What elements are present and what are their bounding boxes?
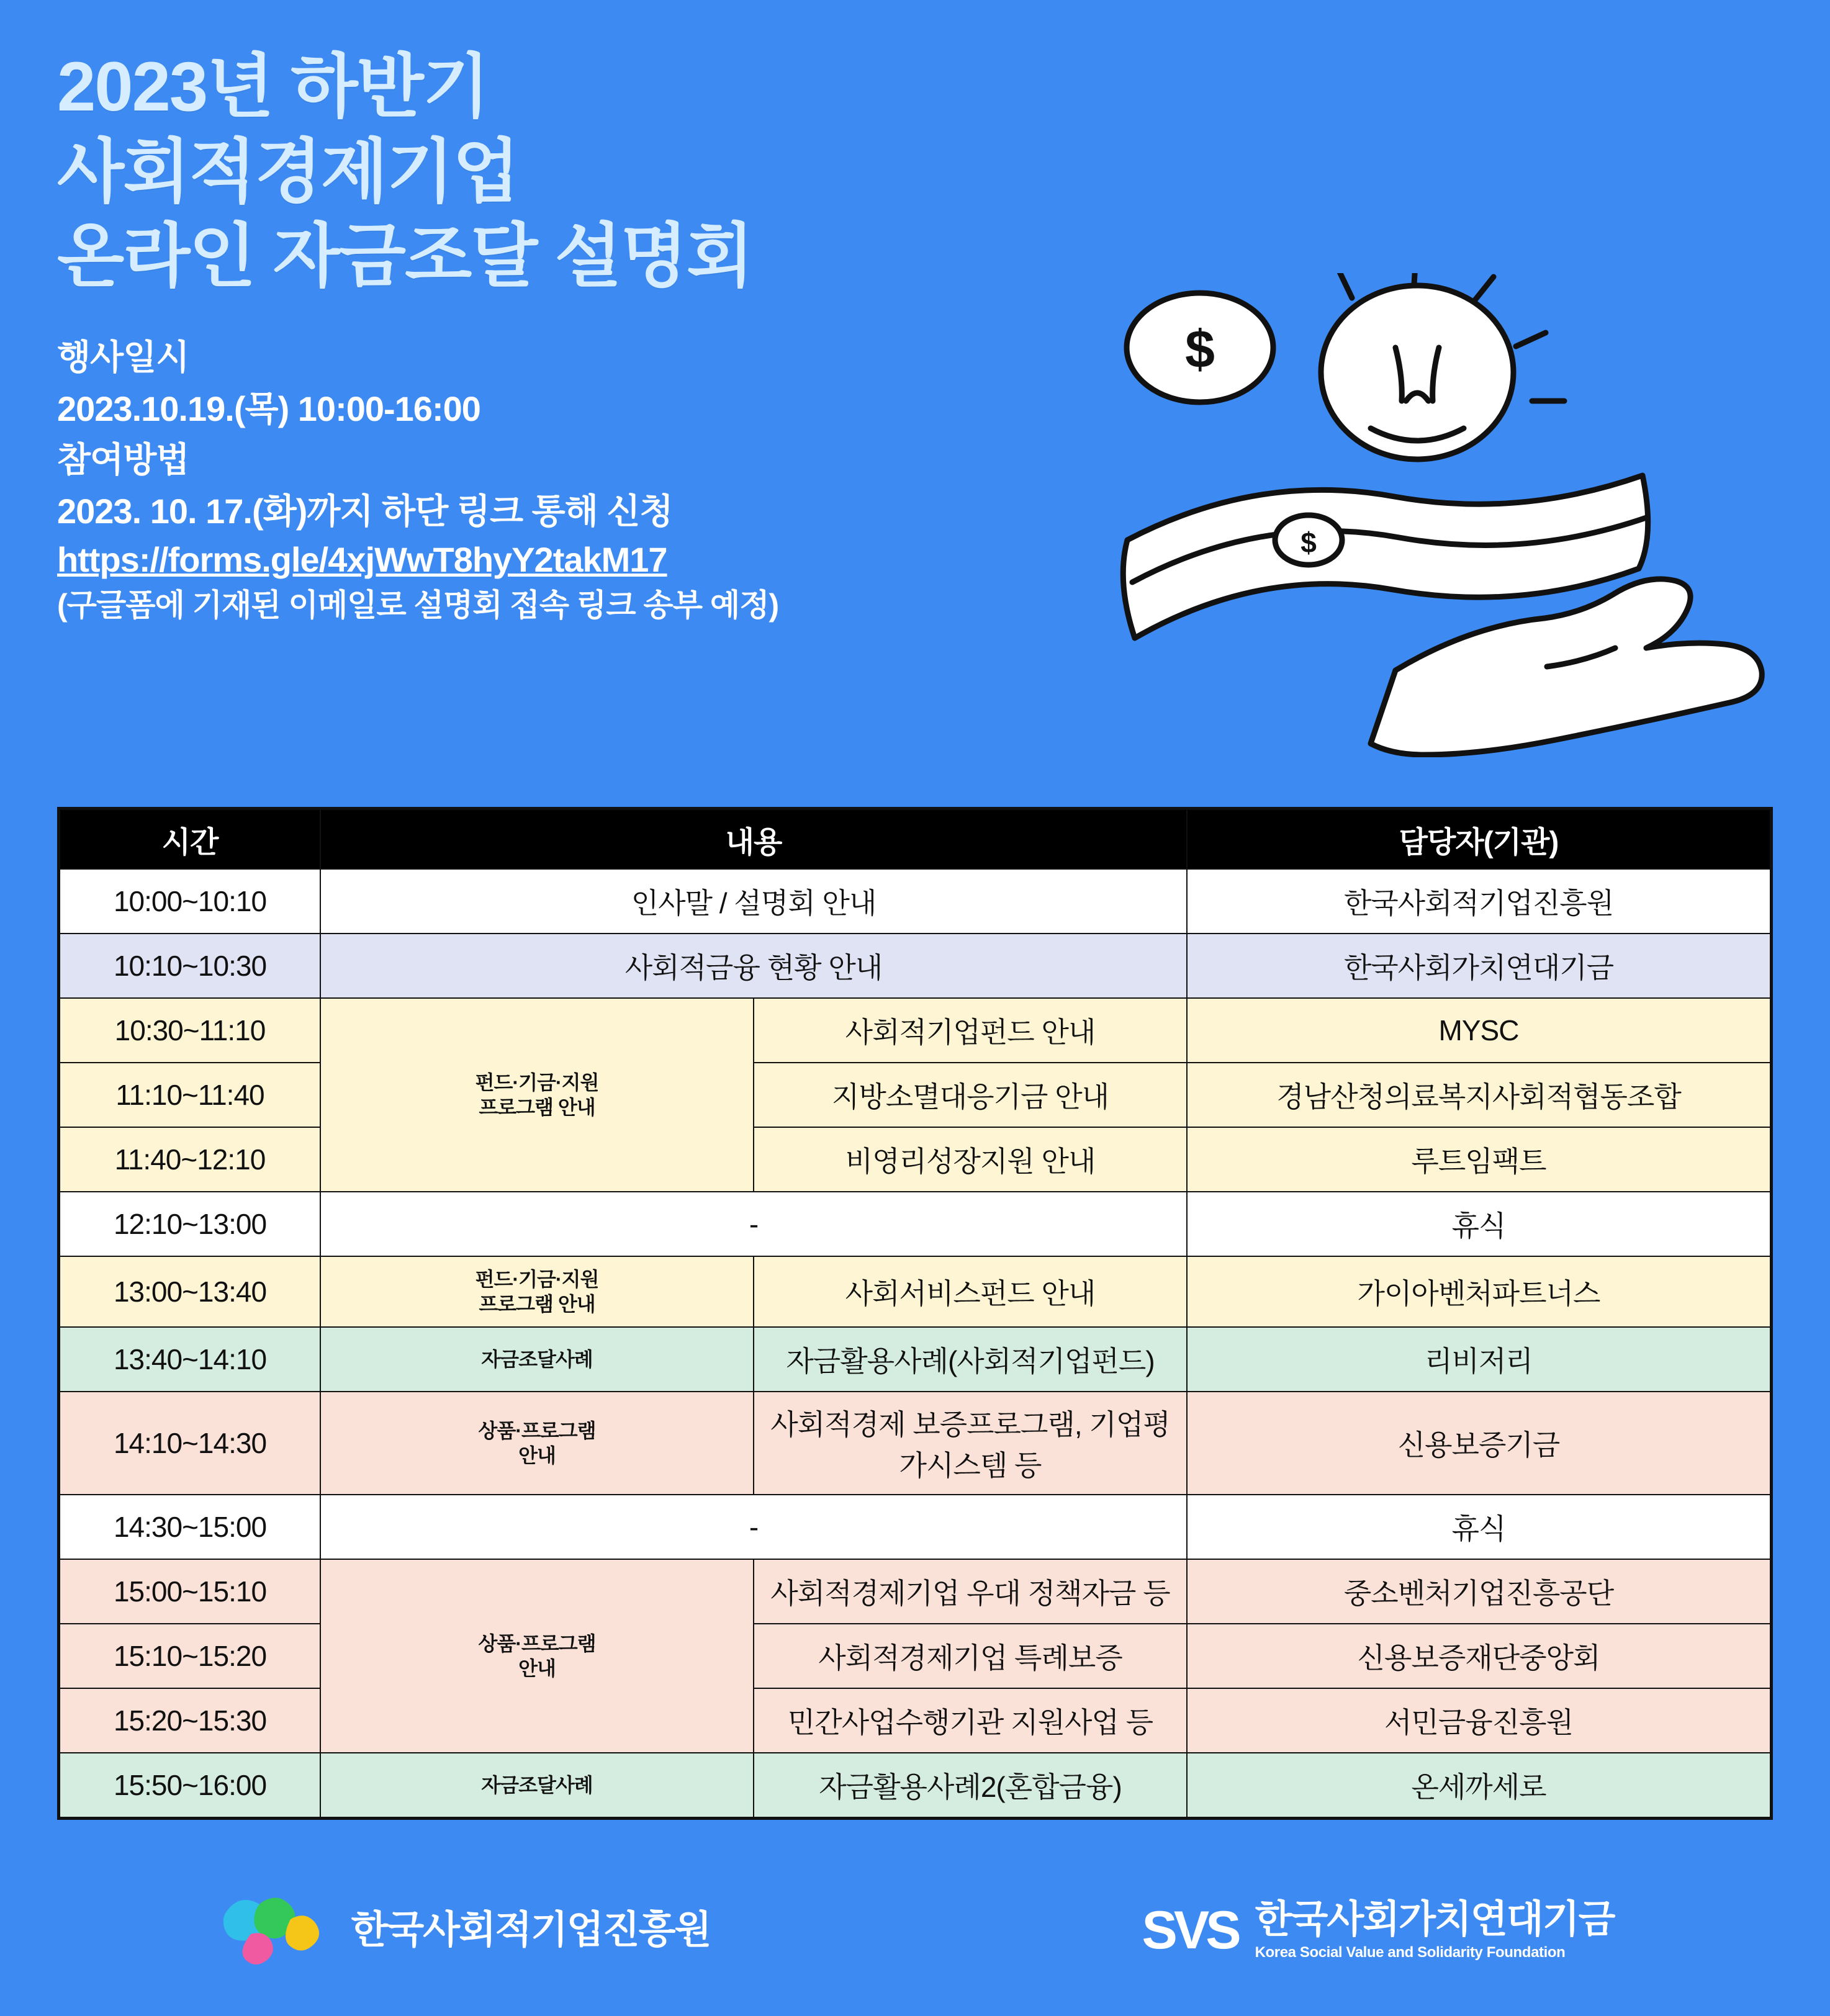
table-row	[60, 1063, 1770, 1127]
cell-time: 12:10~13:00	[60, 1192, 320, 1256]
poster-header	[0, 0, 1830, 801]
participation-label: 참여방법	[57, 440, 189, 480]
cell-time: 10:30~11:10	[60, 998, 320, 1063]
cell-time: 13:40~14:10	[60, 1327, 320, 1392]
table-row	[60, 1559, 1770, 1624]
kosea-name: 한국사회적기업진흥원	[351, 1909, 711, 1952]
table-row	[60, 1624, 1770, 1688]
cell-category: 상품·프로그램 안내	[320, 1392, 754, 1495]
cell-content: 자금활용사례2(혼합금융)	[754, 1753, 1187, 1817]
cell-content: 자금활용사례(사회적기업펀드)	[754, 1327, 1187, 1392]
cell-org: MYSC	[1187, 998, 1770, 1063]
cell-content: 민간사업수행기관 지원사업 등	[754, 1688, 1187, 1753]
title-line-1: 2023년 하반기	[57, 48, 489, 125]
cell-category: 자금조달사례	[320, 1327, 754, 1392]
logo-svs	[1142, 1899, 1614, 1961]
cell-org: 루트임팩트	[1187, 1127, 1770, 1192]
cell-time: 14:10~14:30	[60, 1392, 320, 1495]
cell-content: -	[320, 1495, 1187, 1559]
cell-time: 11:40~12:10	[60, 1127, 320, 1192]
cell-time: 15:20~15:30	[60, 1688, 320, 1753]
header-org: 담당자(기관)	[1187, 809, 1770, 869]
table-row	[60, 934, 1770, 998]
cell-time: 11:10~11:40	[60, 1063, 320, 1127]
cell-org: 신용보증재단중앙회	[1187, 1624, 1770, 1688]
cell-content: 사회서비스펀드 안내	[754, 1256, 1187, 1327]
cell-content: 인사말 / 설명회 안내	[320, 869, 1187, 934]
cell-category: 펀드·기금·지원 프로그램 안내	[320, 998, 754, 1192]
cell-time: 15:00~15:10	[60, 1559, 320, 1624]
kosea-symbol-icon	[216, 1892, 334, 1969]
table-row	[60, 1192, 1770, 1256]
cell-category: 자금조달사례	[320, 1753, 754, 1817]
table-body	[60, 869, 1770, 1817]
table-row	[60, 1495, 1770, 1559]
cell-content: -	[320, 1192, 1187, 1256]
cell-org: 휴식	[1187, 1192, 1770, 1256]
table-row	[60, 1753, 1770, 1817]
participation-note: (구글폼에 기재된 이메일로 설명회 접속 링크 송부 예정)	[57, 587, 779, 623]
money-hand-illustration	[1104, 273, 1768, 757]
cell-org: 한국사회적기업진흥원	[1187, 869, 1770, 934]
cell-time: 10:00~10:10	[60, 869, 320, 934]
svs-name-block	[1255, 1899, 1615, 1961]
table-row	[60, 869, 1770, 934]
cell-content: 사회적금융 현황 안내	[320, 934, 1187, 998]
cell-time: 15:50~16:00	[60, 1753, 320, 1817]
svs-mark-icon: SVS	[1142, 1900, 1238, 1960]
cell-content: 사회적기업펀드 안내	[754, 998, 1187, 1063]
cell-org: 한국사회가치연대기금	[1187, 934, 1770, 998]
event-date-label: 행사일시	[57, 337, 189, 377]
cell-org: 가이아벤처파트너스	[1187, 1256, 1770, 1327]
cell-content: 사회적경제기업 우대 정책자금 등	[754, 1559, 1187, 1624]
svg-text:$: $	[1300, 526, 1317, 559]
table-row	[60, 1327, 1770, 1392]
cell-content: 지방소멸대응기금 안내	[754, 1063, 1187, 1127]
event-date-value: 2023.10.19.(목) 10:00-16:00	[57, 389, 480, 428]
svs-name: 한국사회가치연대기금	[1255, 1898, 1615, 1942]
page-title	[57, 45, 1830, 299]
application-form-link[interactable]: https://forms.gle/4xjWwT8hyY2takM17	[57, 540, 667, 580]
table-header-row	[60, 809, 1770, 869]
cell-time: 13:00~13:40	[60, 1256, 320, 1327]
cell-org: 리비저리	[1187, 1327, 1770, 1392]
cell-org: 중소벤처기업진흥공단	[1187, 1559, 1770, 1624]
table-row	[60, 1392, 1770, 1495]
cell-content: 비영리성장지원 안내	[754, 1127, 1187, 1192]
cell-org: 온세까세로	[1187, 1753, 1770, 1817]
schedule-table	[59, 809, 1771, 1818]
cell-content: 사회적경제기업 특례보증	[754, 1624, 1187, 1688]
svg-text:$: $	[1185, 320, 1215, 379]
cell-org: 휴식	[1187, 1495, 1770, 1559]
table-row	[60, 1127, 1770, 1192]
cell-time: 14:30~15:00	[60, 1495, 320, 1559]
header-content: 내용	[320, 809, 1187, 869]
cell-time: 15:10~15:20	[60, 1624, 320, 1688]
cell-category: 펀드·기금·지원 프로그램 안내	[320, 1256, 754, 1327]
cell-category: 상품·프로그램 안내	[320, 1559, 754, 1753]
cell-content: 사회적경제 보증프로그램, 기업평가시스템 등	[754, 1392, 1187, 1495]
table-row	[60, 1688, 1770, 1753]
participation-value: 2023. 10. 17.(화)까지 하단 링크 통해 신청	[57, 492, 673, 531]
svs-subtitle: Korea Social Value and Solidarity Foundation	[1255, 1943, 1566, 1961]
cell-time: 10:10~10:30	[60, 934, 320, 998]
cell-org: 경남산청의료복지사회적협동조합	[1187, 1063, 1770, 1127]
schedule-table-container	[57, 807, 1773, 1820]
cell-org: 신용보증기금	[1187, 1392, 1770, 1495]
table-row	[60, 998, 1770, 1063]
title-line-2: 사회적경제기업	[57, 132, 519, 210]
title-line-3: 온라인 자금조달 설명회	[57, 217, 753, 295]
logo-kosea	[216, 1892, 711, 1969]
header-time: 시간	[60, 809, 320, 869]
footer-logos	[0, 1874, 1830, 1986]
table-row	[60, 1256, 1770, 1327]
cell-org: 서민금융진흥원	[1187, 1688, 1770, 1753]
